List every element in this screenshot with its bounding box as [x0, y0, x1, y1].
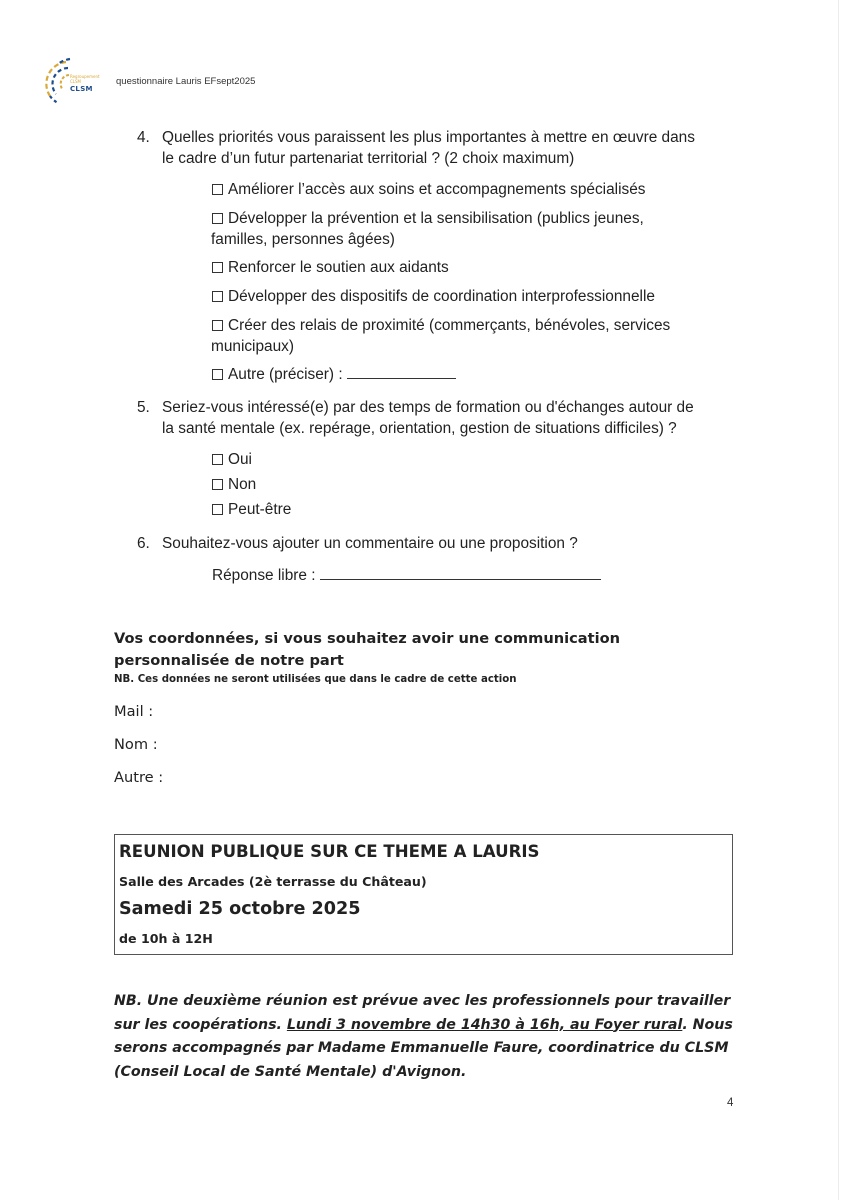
question-number: 6. [137, 535, 150, 552]
page-number: 4 [727, 1097, 734, 1109]
question-4 [137, 127, 737, 169]
logo-small-text: Regroupement CLSM [70, 74, 100, 84]
nom-label: Nom : [114, 736, 158, 753]
question-text-line1: Souhaitez-vous ajouter un commentaire ou une proposition ? [162, 535, 578, 552]
question-text-line1: Seriez-vous intéressé(e) par des temps de formation ou d'échanges autour de [162, 399, 694, 416]
checkbox[interactable] [212, 184, 223, 195]
question-text-line1: Quelles priorités vous paraissent les plus importantes à mettre en œuvre dans [162, 129, 695, 146]
mail-label: Mail : [114, 703, 154, 720]
second-meeting-note [114, 990, 744, 1084]
autre-blank-field[interactable] [347, 366, 456, 379]
option-label-line2: familles, personnes âgées) [211, 231, 395, 248]
option-non[interactable] [212, 474, 712, 495]
checkbox[interactable] [212, 369, 223, 380]
checkbox[interactable] [212, 479, 223, 490]
option-autre[interactable] [212, 364, 712, 385]
note-part2: . Nous serons accompagnés par Madame Emmanuelle Faure, coordinatrice du CLSM (Conseil Local de Santé Mentale) d'Avignon. [114, 1016, 733, 1080]
option-ameliorer-acces[interactable] [212, 179, 712, 200]
free-response [212, 565, 712, 586]
scan-edge-line [838, 0, 839, 1200]
autre-field[interactable] [114, 769, 163, 786]
page-header [44, 56, 256, 106]
checkbox[interactable] [212, 262, 223, 273]
checkbox[interactable] [212, 213, 223, 224]
public-meeting-box [114, 834, 733, 955]
option-label-line1: Créer des relais de proximité (commerçants, bénévoles, services [228, 317, 671, 334]
option-developper-prevention[interactable] [211, 208, 711, 250]
checkbox[interactable] [212, 320, 223, 331]
option-label: Autre (préciser) : [228, 366, 343, 383]
question-number: 4. [137, 129, 150, 146]
option-label-line1: Développer la prévention et la sensibilisation (publics jeunes, [228, 210, 644, 227]
contact-section-note: NB. Ces données ne seront utilisées que dans le cadre de cette action [114, 674, 517, 685]
meeting-place: Salle des Arcades (2è terrasse du Château) [119, 874, 427, 889]
question-6 [137, 533, 737, 554]
autre-label: Autre : [114, 769, 164, 786]
option-label: Peut-être [228, 501, 292, 518]
logo-text: CLSM [70, 85, 93, 93]
nom-field[interactable] [114, 736, 158, 753]
checkbox[interactable] [212, 291, 223, 302]
option-renforcer-soutien[interactable] [212, 257, 712, 278]
checkbox[interactable] [212, 454, 223, 465]
option-label: Développer des dispositifs de coordination interprofessionnelle [228, 288, 655, 305]
clsm-logo [44, 56, 100, 106]
option-label: Oui [228, 451, 252, 468]
note-part1: NB. Une deuxième réunion est prévue avec les professionnels pour travailler sur les coopérations. [114, 993, 731, 1033]
option-oui[interactable] [212, 449, 712, 470]
meeting-time: de 10h à 12H [119, 931, 213, 946]
mail-field[interactable] [114, 703, 153, 720]
contact-section-title: Vos coordonnées, si vous souhaitez avoir une communication personnalisée de notre part [114, 630, 620, 669]
checkbox[interactable] [212, 504, 223, 515]
question-text-line2: la santé mentale (ex. repérage, orientation, gestion de situations difficiles) ? [162, 420, 677, 437]
meeting-date: Samedi 25 octobre 2025 [119, 899, 361, 919]
option-label-line2: municipaux) [211, 338, 294, 355]
option-label: Renforcer le soutien aux aidants [228, 259, 449, 276]
free-response-label: Réponse libre : [212, 567, 316, 584]
option-coordination[interactable] [212, 286, 712, 307]
option-label: Non [228, 476, 257, 493]
free-response-field[interactable] [320, 567, 601, 580]
question-5 [137, 397, 737, 439]
note-underlined-date: Lundi 3 novembre de 14h30 à 16h, au Foyer rural [286, 1016, 683, 1033]
option-peut-etre[interactable] [212, 499, 712, 520]
document-title: questionnaire Lauris EFsept2025 [116, 76, 256, 87]
question-text-line2: le cadre d’un futur partenariat territorial ? (2 choix maximum) [162, 150, 575, 167]
option-relais-proximite[interactable] [211, 315, 711, 357]
meeting-title: REUNION PUBLIQUE SUR CE THEME A LAURIS [119, 842, 540, 861]
option-label: Améliorer l’accès aux soins et accompagnements spécialisés [228, 181, 646, 198]
question-number: 5. [137, 399, 150, 416]
